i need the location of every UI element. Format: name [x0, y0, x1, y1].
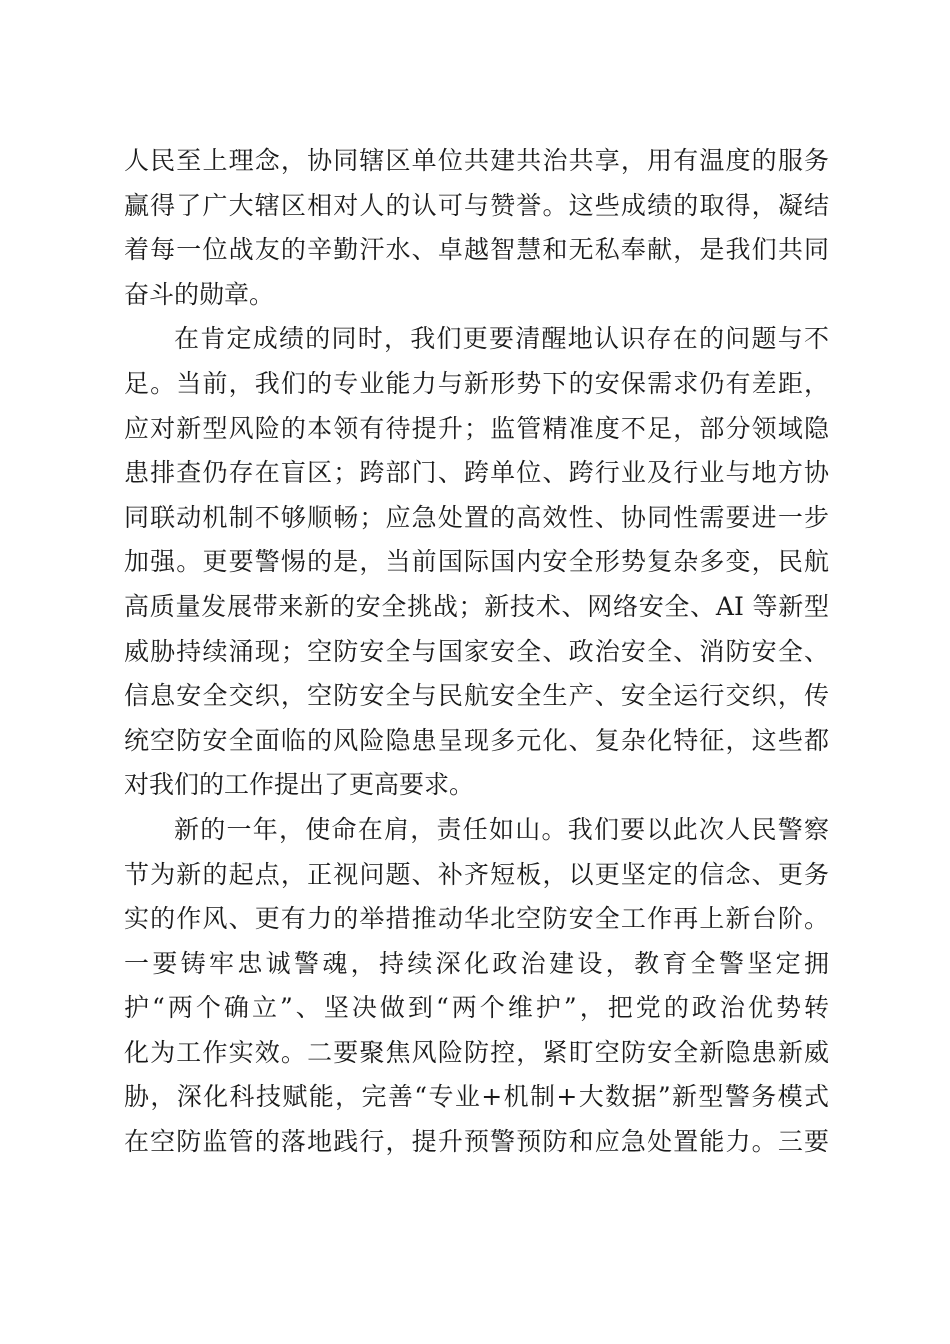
text-line: 奋斗的勋章。 [124, 279, 275, 309]
text-line: 护“两个确立”、坚决做到“两个维护”，把党的政治优势转 [124, 993, 829, 1023]
text-line: 同联动机制不够顺畅；应急处置的高效性、协同性需要进一步 [124, 502, 829, 532]
text-line: 对我们的工作提出了更高要求。 [124, 770, 475, 800]
text-line: 应对新型风险的本领有待提升；监管精准度不足，部分领域隐 [124, 413, 829, 443]
text-line: 着每一位战友的辛勤汗水、卓越智慧和无私奉献，是我们共同 [124, 235, 829, 265]
text-line: 人民至上理念，协同辖区单位共建共治共享，用有温度的服务 [124, 146, 829, 175]
text-line: 新的一年，使命在肩，责任如山。我们要以此次人民警察 [174, 814, 829, 844]
text-line: 信息安全交织，空防安全与民航安全生产、安全运行交织，传 [124, 681, 829, 711]
text-line: 高质量发展带来新的安全挑战；新技术、网络安全、AI 等新型 [124, 591, 829, 621]
text-line: 赢得了广大辖区相对人的认可与赞誉。这些成绩的取得，凝结 [124, 190, 829, 220]
text-line: 患排查仍存在盲区；跨部门、跨单位、跨行业及行业与地方协 [124, 458, 829, 488]
text-line: 在肯定成绩的同时，我们更要清醒地认识存在的问题与不 [174, 324, 829, 354]
text-line: 足。当前，我们的专业能力与新形势下的安保需求仍有差距， [124, 368, 829, 398]
text-line: 统空防安全面临的风险隐患呈现多元化、复杂化特征，这些都 [124, 725, 829, 755]
document-body [124, 139, 829, 1165]
text-line: 一要铸牢忠诚警魂，持续深化政治建设，教育全警坚定拥 [124, 948, 829, 978]
text-line: 胁，深化科技赋能，完善“专业+机制+大数据”新型警务模式 [124, 1082, 829, 1112]
text-line: 威胁持续涌现；空防安全与国家安全、政治安全、消防安全、 [124, 636, 829, 666]
text-line: 实的作风、更有力的举措推动华北空防安全工作再上新台阶。 [124, 904, 829, 934]
text-line: 化为工作实效。二要聚焦风险防控，紧盯空防安全新隐患新威 [124, 1037, 829, 1067]
text-line: 在空防监管的落地践行，提升预警预防和应急处置能力。三要 [124, 1127, 829, 1157]
text-line: 节为新的起点，正视问题、补齐短板，以更坚定的信念、更务 [124, 859, 829, 889]
text-line: 加强。更要警惕的是，当前国际国内安全形势复杂多变，民航 [124, 547, 829, 577]
